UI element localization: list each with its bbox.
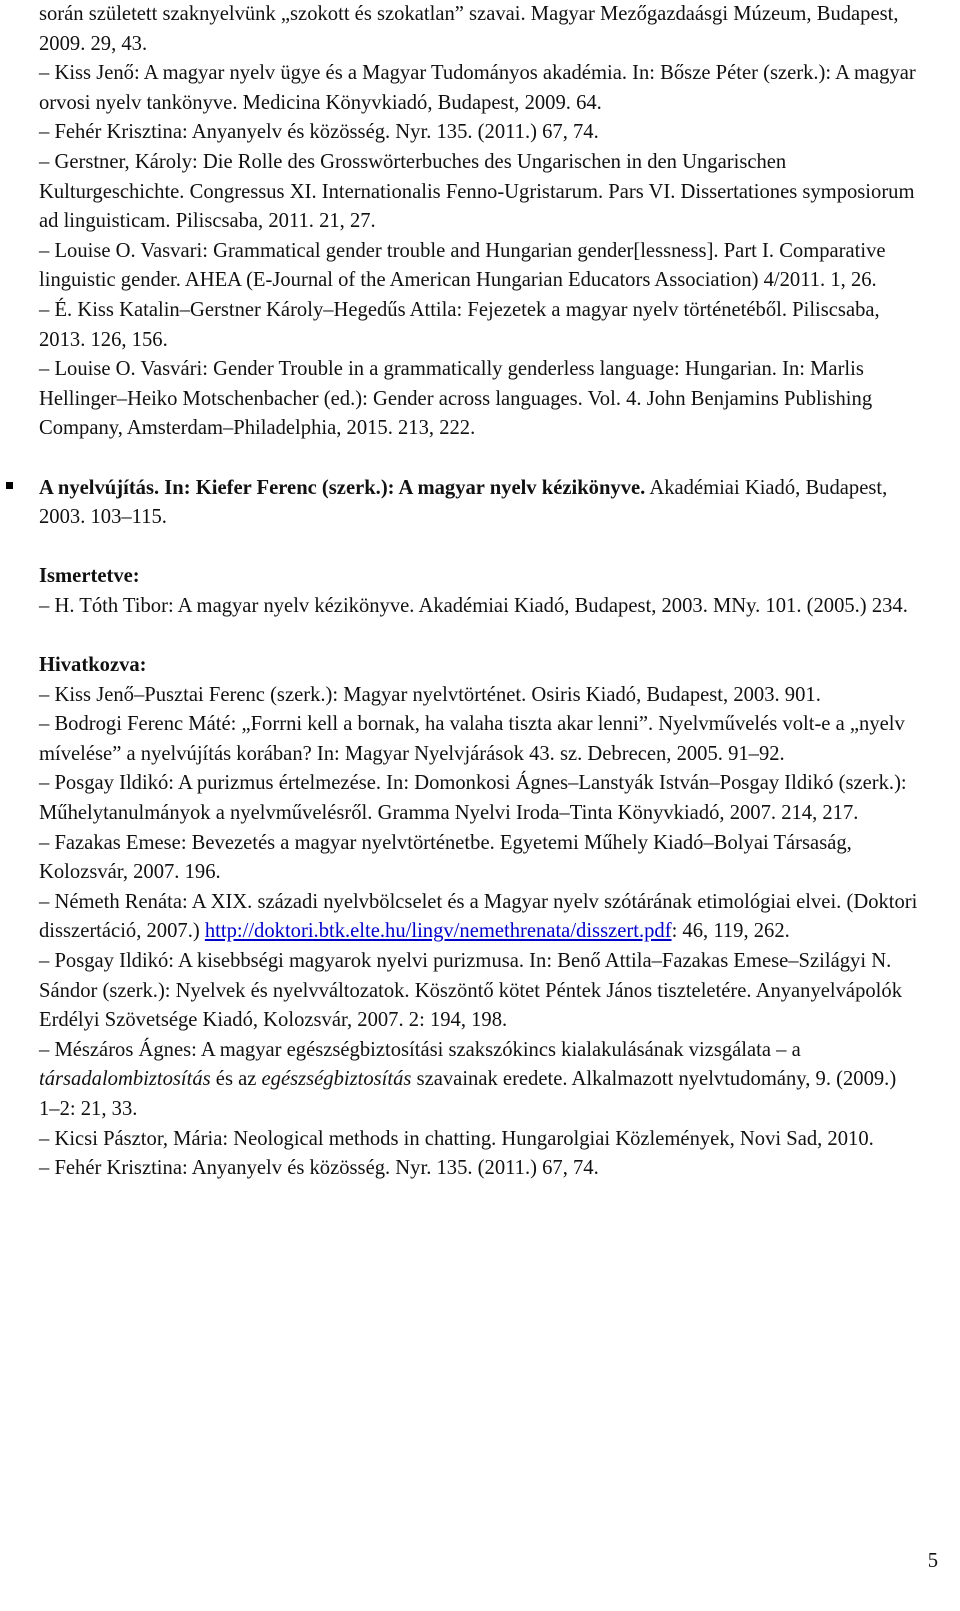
entry-text: – Louise O. Vasvari: Grammatical gender trouble and Hungarian gender[lessness]. Part I. Comparative linguistic gender. AHEA (E-Journal of the American Hungarian Educators Association) 4/2011. 1, 26. <box>39 239 886 292</box>
entry-text: – Louise O. Vasvári: Gender Trouble in a grammatically genderless language: Hungarian. In: Marlis Hellinger–Heiko Motschenbacher (ed.): Gender across languages. Vol. 4. John Benjamins Publishing Company, Amsterdam–Philadelphia, 2015. 213, 222. <box>39 358 873 440</box>
citation-text: szavainak eredete. Alkalmazott nyelvtudomány, 9. (2009.) 1–2: 21, 33. <box>39 1068 897 1120</box>
citation-entry: – Bodrogi Ferenc Máté: „Forrni kell a bornak, ha valaha tiszta akar lenni”. Nyelvművelés volt-e a „nyelv mívelése” a nyelvújítás korában? In: Magyar Nyelvjárások 43. sz. Debrecen, 2005. 91–92. <box>39 713 905 765</box>
citation-text: és az <box>210 1068 262 1091</box>
page-number: 5 <box>927 1550 938 1572</box>
citation-entry: – Fazakas Emese: Bevezetés a magyar nyelvtörténetbe. Egyetemi Műhely Kiadó–Bolyai Társaság, Kolozsvár, 2007. 196. <box>39 831 852 884</box>
review-heading: Ismertetve: <box>39 565 140 588</box>
citation-text: – Németh Renáta: A XIX. századi nyelvbölcselet és a Magyar nyelv szótárának etimológiai elvei. (Doktori disszertáció, 2007.) <box>39 890 918 943</box>
publication-title: A nyelvújítás. In: Kiefer Ferenc (szerk.): A magyar nyelv kézikönyve. <box>39 476 646 499</box>
publication-text <box>39 474 919 533</box>
citation-text: – Mészáros Ágnes: A magyar egészségbiztosítási szakszókincs kialakulásának vizsgálata – a <box>39 1038 801 1061</box>
entry-text: során született szaknyelvünk „szokott és szokatlan” szavai. Magyar Mezőgazdaásgi Múzeum, Budapest, 2009. 29, 43. <box>39 3 899 55</box>
publication-details: Akadémiai Kiadó, Budapest, 2003. 103–115. <box>39 476 888 529</box>
publication-entry <box>39 474 919 533</box>
citation-entry: – Fehér Krisztina: Anyanyelv és közösség. Nyr. 135. (2011.) 67, 74. <box>39 1157 599 1180</box>
citation-entry: – Posgay Ildikó: A purizmus értelmezése. In: Domonkosi Ágnes–Lanstyák István–Posgay Ildikó (szerk.): Műhelytanulmányok a nyelvművelésről. Gramma Nyelvi Iroda–Tinta Könyvkiadó, 2007. 214, 217. <box>39 772 907 825</box>
citation-entry: – Kicsi Pásztor, Mária: Neological methods in chatting. Hungarolgiai Közlemények, Novi Sad, 2010. <box>39 1127 874 1150</box>
entry-text: – É. Kiss Katalin–Gerstner Károly–Hegedűs Attila: Fejezetek a magyar nyelv történetéből. Piliscsaba, 2013. 126, 156. <box>39 298 880 351</box>
citation-entry <box>39 888 919 947</box>
citation-entry: – Kiss Jenő–Pusztai Ferenc (szerk.): Magyar nyelvtörténet. Osiris Kiadó, Budapest, 2003. 901. <box>39 683 821 706</box>
citation-entry <box>39 1036 919 1125</box>
citation-pages: : 46, 119, 262. <box>671 920 790 943</box>
citations-heading: Hivatkozva: <box>39 654 147 677</box>
dissertation-link[interactable]: http://doktori.btk.elte.hu/lingv/nemethrenata/disszert.pdf <box>204 920 672 943</box>
square-bullet-icon <box>6 482 13 489</box>
entry-text: – Gerstner, Károly: Die Rolle des Grosswörterbuches des Ungarischen in den Ungarischen Kulturgeschichte. Congressus XI. Internationalis Fenno-Ugristarum. Pars VI. Dissertationes symposiorum ad linguisticam. Piliscsaba, 2011. 21, 27. <box>39 150 915 233</box>
italic-term: társadalombiztosítás <box>39 1068 211 1091</box>
entry-text: – Fehér Krisztina: Anyanyelv és közösség. Nyr. 135. (2011.) 67, 74. <box>39 121 599 144</box>
review-entry: – H. Tóth Tibor: A magyar nyelv kézikönyve. Akadémiai Kiadó, Budapest, 2003. MNy. 101. (2005.) 234. <box>39 594 908 617</box>
entry-text: – Kiss Jenő: A magyar nyelv ügye és a Magyar Tudományos akadémia. In: Bősze Péter (szerk.): A magyar orvosi nyelv tankönyve. Medicina Könyvkiadó, Budapest, 2009. 64. <box>39 62 916 114</box>
italic-term: egészségbiztosítás <box>261 1068 412 1091</box>
citation-entry: – Posgay Ildikó: A kisebbségi magyarok nyelvi purizmusa. In: Benő Attila–Fazakas Emese–Szilágyi N. Sándor (szerk.): Nyelvek és nyelvváltozatok. Köszöntő kötet Péntek János tiszteletére. Anyanyelvápolók Erdélyi Szövetsége Kiadó, Kolozsvár, 2007. 2: 194, 198. <box>39 950 902 1032</box>
document-body <box>39 0 919 1184</box>
